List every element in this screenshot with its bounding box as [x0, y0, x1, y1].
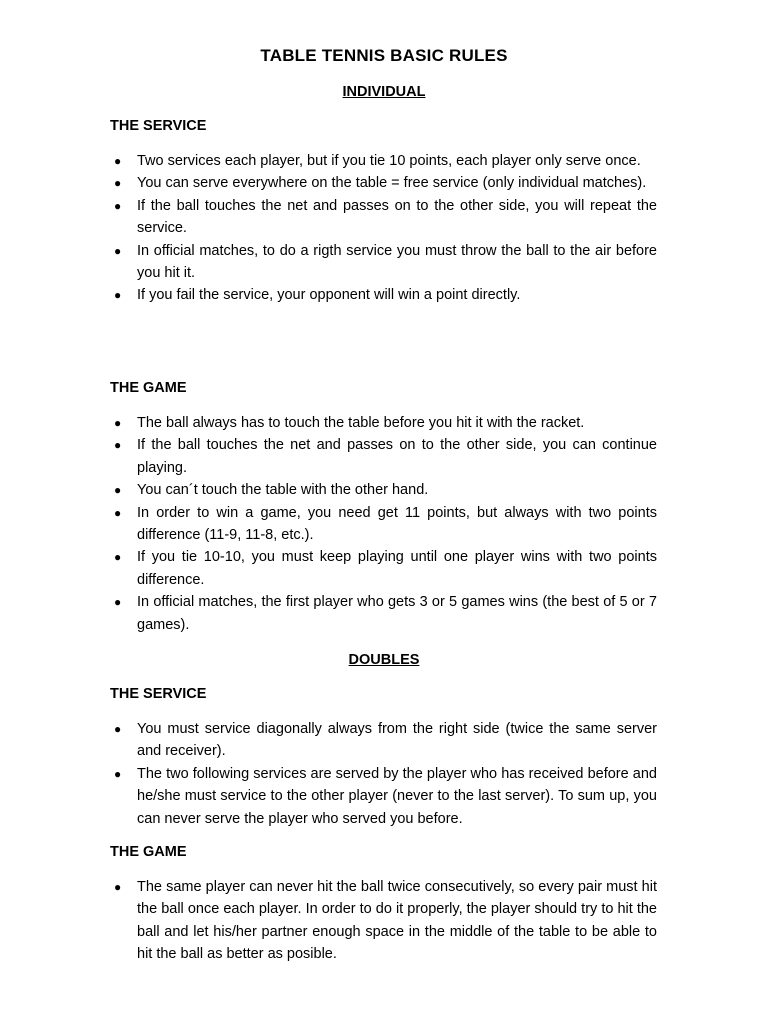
- bullet-dot-icon: ●: [114, 595, 122, 610]
- bullet-dot-icon: ●: [114, 505, 122, 520]
- list-item: ● You can´t touch the table with the other hand.: [110, 479, 657, 501]
- bullet-dot-icon: ●: [114, 550, 122, 565]
- bullet-dot-icon: ●: [114, 176, 122, 191]
- list-item: ● You must service diagonally always from the right side (twice the same server and receiver).: [110, 718, 657, 763]
- document-title: TABLE TENNIS BASIC RULES: [260, 46, 508, 65]
- section-title-individual: INDIVIDUAL: [342, 84, 426, 100]
- list-item: ● Two services each player, but if you tie 10 points, each player only serve once.: [110, 150, 657, 172]
- bullet-dot-icon: ●: [114, 438, 122, 453]
- list-doubles-service: [110, 718, 657, 830]
- heading-doubles-game: THE GAME: [110, 844, 187, 860]
- list-individual-game: [110, 412, 657, 636]
- bullet-dot-icon: ●: [114, 288, 122, 303]
- list-item: ● In order to win a game, you need get 11 points, but always with two points difference (11-9, 11-8, etc.).: [110, 502, 657, 547]
- bullet-dot-icon: ●: [114, 766, 122, 781]
- heading-individual-game: THE GAME: [110, 380, 187, 396]
- bullet-dot-icon: ●: [114, 154, 122, 168]
- heading-individual-service: THE SERVICE: [110, 118, 207, 134]
- list-item: ● If you fail the service, your opponent will win a point directly.: [110, 284, 657, 306]
- bullet-dot-icon: ●: [114, 880, 122, 894]
- list-individual-service: [110, 150, 657, 307]
- list-item: ● If the ball touches the net and passes on to the other side, you will repeat the service.: [110, 195, 657, 240]
- list-item: ● The two following services are served by the player who has received before and he/she must service to the other player (never to the last server). To sum up, you can never serve the player who served you before.: [110, 763, 657, 830]
- section-title-doubles: DOUBLES: [348, 652, 420, 668]
- bullet-dot-icon: ●: [114, 483, 122, 498]
- list-item: ● In official matches, to do a rigth service you must throw the ball to the air before you hit it.: [110, 240, 657, 285]
- list-item: ● You can serve everywhere on the table = free service (only individual matches).: [110, 172, 657, 194]
- list-item: ● If the ball touches the net and passes on to the other side, you can continue playing.: [110, 434, 657, 479]
- list-item: ● The ball always has to touch the table before you hit it with the racket.: [110, 412, 657, 434]
- bullet-dot-icon: ●: [114, 243, 122, 258]
- bullet-dot-icon: ●: [114, 416, 122, 430]
- list-doubles-game: [110, 876, 657, 966]
- heading-doubles-service: THE SERVICE: [110, 686, 207, 702]
- list-item: ● If you tie 10-10, you must keep playing until one player wins with two points difference.: [110, 546, 657, 591]
- list-item: ● The same player can never hit the ball twice consecutively, so every pair must hit the ball once each player. In order to do it properly, the player should try to hit the ball and let his/her partner enough space in the middle of the table to be able to hit the ball as better as posible.: [110, 876, 657, 966]
- bullet-dot-icon: ●: [114, 722, 122, 736]
- list-item: ● In official matches, the first player who gets 3 or 5 games wins (the best of 5 or 7 games).: [110, 591, 657, 636]
- bullet-dot-icon: ●: [114, 198, 122, 213]
